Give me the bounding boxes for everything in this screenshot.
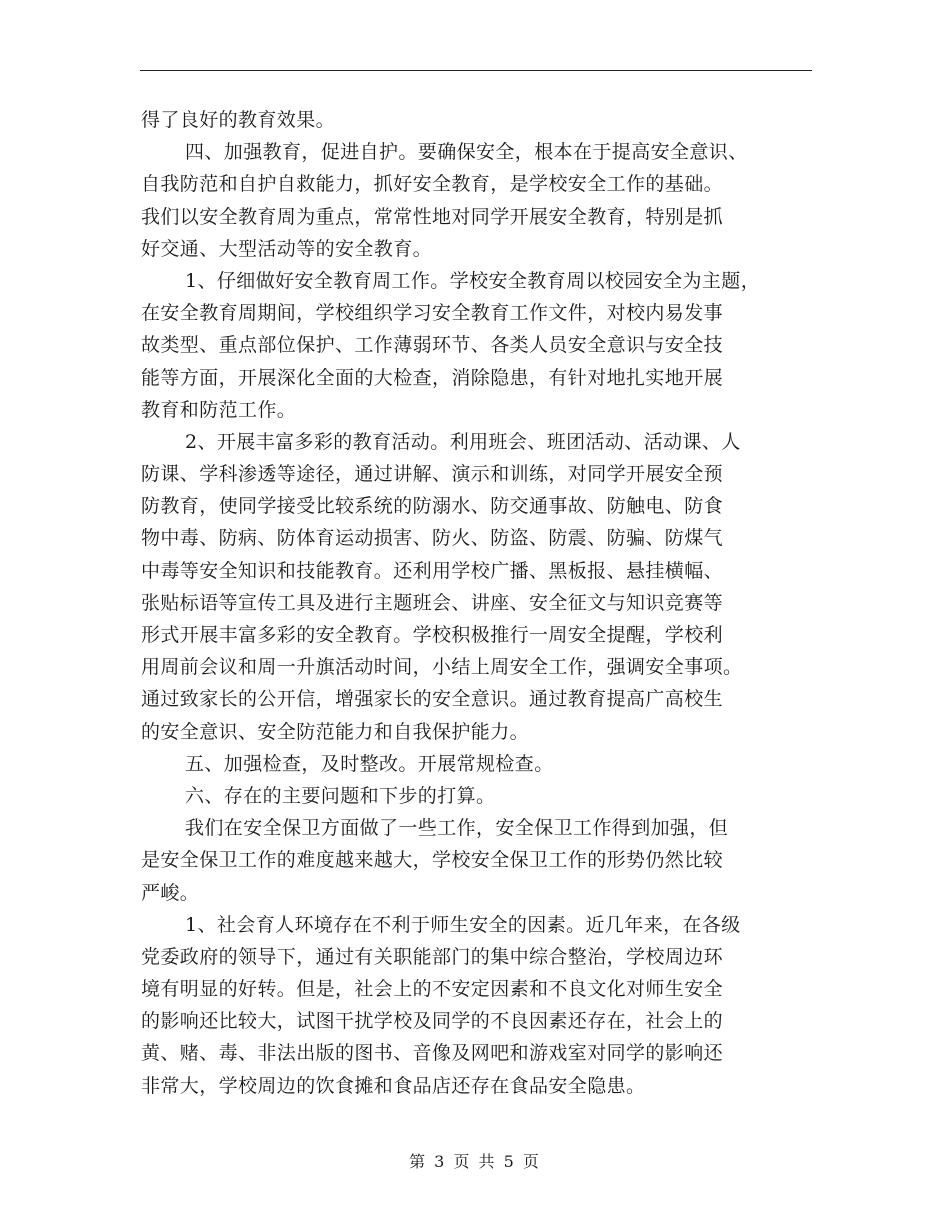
text-line: 中毒等安全知识和技能教育。还利用学校广播、黑板报、悬挂横幅、	[141, 559, 724, 582]
text-line: 教育和防范工作。	[141, 398, 297, 421]
text-line: 防教育，使同学接受比较系统的防溺水、防交通事故、防触电、防食	[141, 495, 724, 518]
text-line: 物中毒、防病、防体育运动损害、防火、防盗、防震、防骗、防煤气	[141, 527, 724, 550]
text-line: 四、加强教育，促进自护。要确保安全，根本在于提高安全意识、	[185, 141, 748, 164]
text-line: 好交通、大型活动等的安全教育。	[141, 237, 433, 260]
text-line: 防课、学科渗透等途径，通过讲解、演示和训练，对同学开展安全预	[141, 463, 724, 486]
text-line: 非常大，学校周边的饮食摊和食品店还存在食品安全隐患。	[141, 1074, 646, 1097]
text-line: 的影响还比较大，试图干扰学校及同学的不良因素还存在，社会上的	[141, 1010, 724, 1033]
text-line: 的安全意识、安全防范能力和自我保护能力。	[141, 720, 530, 743]
text-line: 党委政府的领导下，通过有关职能部门的集中综合整治，学校周边环	[141, 945, 724, 968]
document-body	[141, 104, 831, 1102]
text-line: 严峻。	[141, 881, 200, 904]
page-number: 第 3 页 共 5 页	[409, 1152, 541, 1171]
header-rule	[140, 70, 812, 71]
text-line: 在安全教育周期间，学校组织学习安全教育工作文件，对校内易发事	[141, 302, 724, 325]
text-line: 五、加强检查，及时整改。开展常规检查。	[185, 752, 554, 775]
text-line: 是安全保卫工作的难度越来越大，学校安全保卫工作的形势仍然比较	[141, 849, 724, 872]
text-line: 我们以安全教育周为重点，常常性地对同学开展安全教育，特别是抓	[141, 205, 724, 228]
text-line: 形式开展丰富多彩的安全教育。学校积极推行一周安全提醒，学校利	[141, 624, 724, 646]
text-line: 六、存在的主要问题和下步的打算。	[185, 784, 496, 807]
text-line: 境有明显的好转。但是，社会上的不安定因素和不良文化对师生安全	[141, 978, 724, 1001]
text-line: 我们在安全保卫方面做了一些工作，安全保卫工作得到加强，但	[185, 817, 729, 840]
text-line: 2、开展丰富多彩的教育活动。利用班会、班团活动、活动课、人	[185, 430, 741, 453]
text-line: 1、社会育人环境存在不利于师生安全的因素。近几年来，在各级	[185, 913, 741, 936]
text-line: 得了良好的教育效果。	[141, 109, 336, 131]
text-line: 能等方面，开展深化全面的大检查，消除隐患，有针对地扎实地开展	[141, 366, 724, 389]
text-line: 用周前会议和周一升旗活动时间，小结上周安全工作，强调安全事项。	[141, 656, 743, 679]
text-line: 1、仔细做好安全教育周工作。学校安全教育周以校园安全为主题，	[185, 269, 761, 292]
text-line: 自我防范和自护自救能力，抓好安全教育，是学校安全工作的基础。	[141, 173, 724, 196]
text-line: 黄、赌、毒、非法出版的图书、音像及网吧和游戏室对同学的影响还	[141, 1042, 724, 1065]
text-line: 故类型、重点部位保护、工作薄弱环节、各类人员安全意识与安全技	[141, 334, 724, 357]
text-line: 通过致家长的公开信，增强家长的安全意识。通过教育提高广高校生	[141, 688, 724, 711]
text-line: 张贴标语等宣传工具及进行主题班会、讲座、安全征文与知识竞赛等	[141, 591, 724, 614]
